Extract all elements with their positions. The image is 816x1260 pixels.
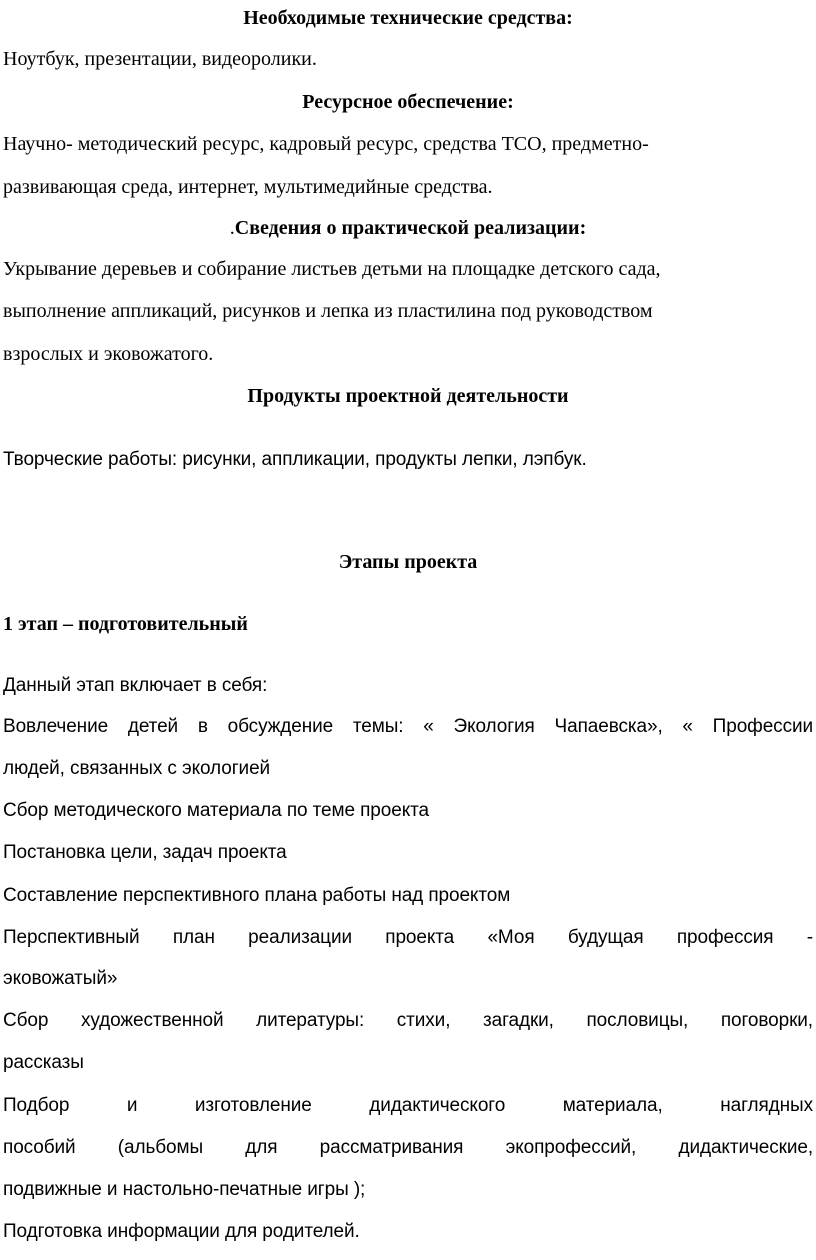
tech-means-text: Ноутбук, презентации, видеоролики. — [3, 48, 317, 70]
practical-line-2: выполнение аппликаций, рисунков и лепка из пластилина под руководством — [3, 300, 653, 322]
stages-line-6: Перспективный план реализации проекта «Моя будущая профессия - — [3, 927, 813, 948]
resources-heading: Ресурсное обеспечение: — [302, 91, 514, 113]
stages-line-10: Подбор и изготовление дидактического материала, наглядных — [3, 1095, 813, 1116]
stages-heading: Этапы проекта — [338, 551, 478, 573]
resources-line-2: развивающая среда, интернет, мультимедийные средства. — [3, 176, 493, 198]
products-text: Творческие работы: рисунки, аппликации, продукты лепки, лэпбук. — [3, 449, 587, 470]
tech-means-heading: Необходимые технические средства: — [243, 7, 573, 29]
stages-line-2: людей, связанных с экологией — [3, 758, 271, 779]
stages-line-5: Составление перспективного плана работы над проектом — [3, 885, 511, 906]
practical-heading-prefix: . — [229, 217, 235, 239]
stages-line-9: рассказы — [3, 1052, 84, 1073]
practical-line-3: взрослых и эковожатого. — [3, 343, 214, 365]
stages-line-11: пособий (альбомы для рассматривания экопрофессий, дидактические, — [3, 1137, 813, 1158]
stages-line-7: эковожатый» — [3, 968, 118, 989]
stages-line-13: Подготовка информации для родителей. — [3, 1221, 360, 1242]
practical-line-1: Укрывание деревьев и собирание листьев детьми на площадке детского сада, — [3, 258, 661, 280]
practical-heading — [0, 216, 816, 240]
stages-line-8: Сбор художественной литературы: стихи, загадки, пословицы, поговорки, — [3, 1010, 813, 1031]
resources-line-1: Научно- методический ресурс, кадровый ресурс, средства ТСО, предметно- — [3, 133, 649, 155]
stages-line-1: Вовлечение детей в обсуждение темы: « Экология Чапаевска», « Профессии — [3, 716, 813, 737]
practical-heading-text: Сведения о практической реализации: — [234, 217, 587, 239]
stages-line-12: подвижные и настольно-печатные игры ); — [3, 1179, 366, 1200]
stage1-title: 1 этап – подготовительный — [3, 613, 248, 635]
stages-line-4: Постановка цели, задач проекта — [3, 842, 287, 863]
stages-line-3: Сбор методического материала по теме проекта — [3, 800, 429, 821]
stages-intro: Данный этап включает в себя: — [3, 675, 268, 696]
products-heading: Продукты проектной деятельности — [247, 385, 569, 407]
